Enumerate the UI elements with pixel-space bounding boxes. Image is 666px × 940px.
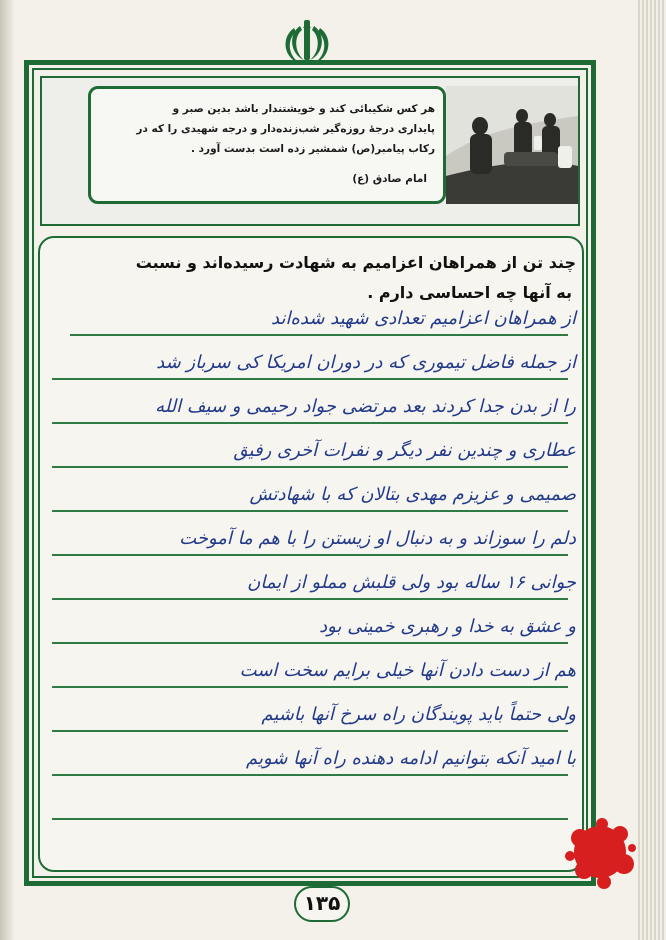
handwritten-line: با امید آنکه بتوانیم ادامه دهنده راه آنها شویم (246, 748, 576, 769)
quote-line: رکاب پیامبر(ص) شمشیر زده است بدست آورد . (191, 143, 435, 155)
ruled-line (52, 818, 568, 820)
page-edge (638, 0, 666, 940)
ruled-line (70, 334, 568, 336)
handwritten-line: جوانی ۱۶ ساله بود ولی قلبش مملو از ایمان (247, 572, 576, 593)
page-number: ۱۳۵ (294, 886, 350, 922)
quote-text (105, 99, 435, 159)
ruled-line (52, 774, 568, 776)
prompt-line: به آنها چه احساسی دارم . (367, 283, 572, 302)
soldiers-photo (446, 86, 578, 204)
handwritten-line: را از بدن جدا کردند بعد مرتضی جواد رحیمی و سیف الله (155, 396, 576, 417)
handwritten-line: هم از دست دادن آنها خیلی برایم سخت است (239, 660, 576, 681)
handwritten-line: و عشق به خدا و رهبری خمینی بود (319, 616, 576, 637)
quote-line: پایداری درجهٔ روزه‌گیر شب‌زنده‌دار و درجه شهیدی را که در (136, 123, 435, 135)
handwritten-line: عطاری و چندین نفر دیگر و نفرات آخری رفیق (233, 440, 576, 461)
ruled-line (52, 598, 568, 600)
ruled-line (52, 466, 568, 468)
handwritten-line: ولی حتماً باید پویندگان راه سرخ آنها باشیم (261, 704, 576, 725)
quote-source: امام صادق (ع) (352, 173, 427, 185)
handwritten-line: از همراهان اعزامیم تعدادی شهید شده‌اند (271, 308, 576, 329)
page-binding (0, 0, 14, 940)
ruled-line (52, 642, 568, 644)
quote-box (88, 86, 446, 204)
ruled-line (52, 378, 568, 380)
handwritten-line: از جمله فاضل تیموری که در دوران امریکا کی سرباز شد (156, 352, 576, 373)
quote-line: هر کس شکیبائی کند و خویشتندار باشد بدین صبر و (172, 103, 435, 115)
question-prompt (56, 248, 576, 308)
ruled-line (52, 554, 568, 556)
ruled-line (52, 422, 568, 424)
ruled-line (52, 686, 568, 688)
handwritten-line: صمیمی و عزیزم مهدی بتالان که با شهادتش (249, 484, 576, 505)
ruled-line (52, 730, 568, 732)
blood-drop-icon (560, 812, 640, 892)
handwritten-line: دلم را سوزاند و به دنبال او زیستن را با هم ما آموخت (179, 528, 576, 549)
ruled-line (52, 510, 568, 512)
prompt-line: چند تن از همراهان اعزامیم به شهادت رسیده‌اند و نسبت (135, 253, 576, 272)
